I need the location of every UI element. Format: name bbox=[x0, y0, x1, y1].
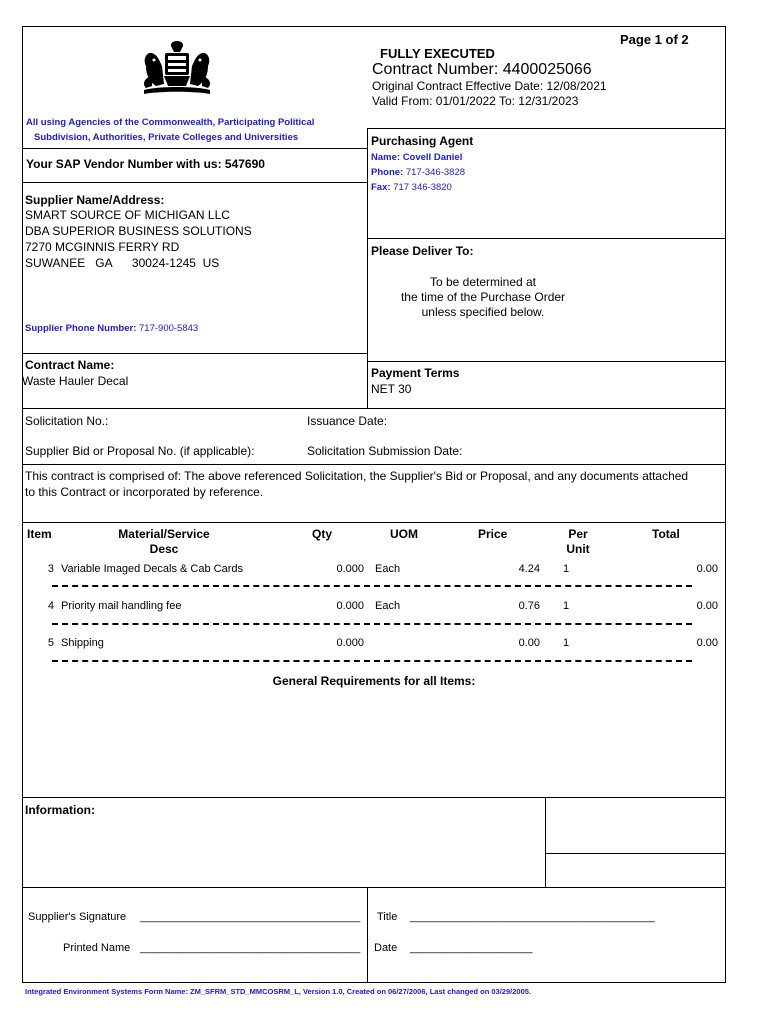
col-header-per-line2: Unit bbox=[566, 542, 590, 556]
col-header-price: Price bbox=[478, 527, 508, 541]
col-header-per-line1: Per bbox=[568, 527, 588, 541]
divider bbox=[22, 522, 726, 523]
row-per: 1 bbox=[563, 600, 570, 612]
divider bbox=[22, 887, 726, 888]
comprised-of-line-1: This contract is comprised of: The above referenced Solicitation, the Supplier's Bid or Proposal, and any documents attached bbox=[25, 469, 689, 483]
divider bbox=[367, 361, 726, 362]
agent-name bbox=[371, 152, 462, 163]
issuance-date: Issuance Date: bbox=[307, 414, 388, 428]
supplier-signature-label: Supplier's Signature bbox=[28, 911, 127, 923]
printed-name-label: Printed Name bbox=[63, 942, 131, 954]
row-per: 1 bbox=[563, 563, 570, 575]
payment-terms-heading: Payment Terms bbox=[371, 366, 460, 380]
agent-phone-value: 717-346-3828 bbox=[405, 167, 466, 178]
divider bbox=[22, 408, 726, 409]
row-item: 3 bbox=[47, 563, 54, 575]
agent-name-label: Name: bbox=[371, 152, 401, 163]
row-per: 1 bbox=[563, 637, 570, 649]
row-total: 0.00 bbox=[696, 563, 718, 575]
information-heading: Information: bbox=[25, 803, 95, 817]
divider bbox=[22, 797, 726, 798]
supplier-phone bbox=[25, 323, 198, 334]
valid-dates: Valid From: 01/01/2022 To: 12/31/2023 bbox=[372, 94, 579, 108]
supplier-phone-value: 717-900-5843 bbox=[139, 323, 199, 334]
commonwealth-seal-icon bbox=[138, 36, 216, 98]
outer-border-bottom bbox=[22, 982, 726, 983]
supplier-bid-proposal: Supplier Bid or Proposal No. (if applicable): bbox=[25, 444, 255, 458]
general-requirements-heading: General Requirements for all Items: bbox=[272, 674, 476, 688]
date-label: Date bbox=[374, 942, 398, 954]
divider bbox=[367, 887, 368, 983]
deliver-to-line-1: To be determined at bbox=[429, 275, 537, 289]
row-uom: Each bbox=[375, 563, 401, 575]
row-desc: Shipping bbox=[61, 637, 104, 649]
row-total: 0.00 bbox=[696, 600, 718, 612]
contract-name-heading: Contract Name: bbox=[25, 358, 115, 372]
col-header-material-line2: Desc bbox=[149, 542, 179, 556]
row-qty: 0.000 bbox=[336, 637, 364, 649]
deliver-to-line-2: the time of the Purchase Order bbox=[400, 290, 566, 304]
divider bbox=[367, 128, 368, 408]
title-line[interactable]: ________________________________________ bbox=[410, 911, 655, 923]
col-header-uom: UOM bbox=[390, 527, 418, 541]
outer-border-right bbox=[725, 26, 726, 983]
solicitation-no: Solicitation No.: bbox=[25, 414, 109, 428]
supplier-name: SMART SOURCE OF MICHIGAN LLC bbox=[25, 208, 230, 222]
divider bbox=[545, 797, 546, 887]
row-price: 0.00 bbox=[518, 637, 540, 649]
outer-border-top bbox=[22, 26, 726, 27]
divider bbox=[367, 128, 726, 129]
supplier-city: SUWANEE GA 30024-1245 US bbox=[25, 256, 220, 270]
row-qty: 0.000 bbox=[336, 600, 364, 612]
row-item: 5 bbox=[47, 637, 54, 649]
col-header-material bbox=[100, 527, 228, 556]
agent-fax-label: Fax: bbox=[371, 182, 391, 193]
deliver-to-heading: Please Deliver To: bbox=[371, 244, 474, 258]
agencies-line-1: All using Agencies of the Commonwealth, Participating Political bbox=[26, 117, 315, 128]
divider bbox=[22, 148, 367, 149]
contract-name-value: Waste Hauler Decal bbox=[22, 374, 129, 388]
outer-border-left bbox=[22, 26, 23, 983]
row-qty: 0.000 bbox=[336, 563, 364, 575]
divider bbox=[22, 182, 367, 183]
row-desc: Priority mail handling fee bbox=[61, 600, 182, 612]
row-separator bbox=[52, 660, 692, 662]
agent-name-value: Covell Daniel bbox=[402, 152, 463, 163]
page-number: Page 1 of 2 bbox=[620, 32, 689, 47]
supplier-signature-line[interactable]: ____________________________________ bbox=[140, 911, 361, 923]
solicitation-submission-date: Solicitation Submission Date: bbox=[307, 444, 463, 458]
col-header-per-unit bbox=[556, 527, 600, 556]
col-header-qty: Qty bbox=[312, 527, 333, 541]
title-label: Title bbox=[377, 911, 398, 923]
agent-fax-value: 717 346-3820 bbox=[393, 182, 452, 193]
contract-number: Contract Number: 4400025066 bbox=[372, 61, 592, 78]
row-total: 0.00 bbox=[696, 637, 718, 649]
divider bbox=[22, 464, 726, 465]
printed-name-line[interactable]: ____________________________________ bbox=[140, 942, 361, 954]
row-separator bbox=[52, 623, 692, 625]
row-desc: Variable Imaged Decals & Cab Cards bbox=[61, 563, 243, 575]
supplier-dba: DBA SUPERIOR BUSINESS SOLUTIONS bbox=[25, 224, 252, 238]
divider bbox=[22, 353, 367, 354]
agent-phone-label: Phone: bbox=[371, 167, 404, 178]
col-header-total: Total bbox=[652, 527, 680, 541]
row-item: 4 bbox=[47, 600, 54, 612]
agencies-line-2: Subdivision, Authorities, Private Colleges and Universities bbox=[34, 132, 299, 143]
status-fully-executed: FULLY EXECUTED bbox=[380, 46, 495, 61]
row-separator bbox=[52, 585, 692, 587]
payment-terms-value: NET 30 bbox=[371, 382, 412, 396]
divider bbox=[545, 853, 726, 854]
date-line[interactable]: ____________________ bbox=[410, 942, 533, 954]
sap-vendor-number: Your SAP Vendor Number with us: 547690 bbox=[26, 157, 265, 171]
supplier-street: 7270 MCGINNIS FERRY RD bbox=[25, 240, 180, 254]
col-header-material-line1: Material/Service bbox=[118, 527, 210, 541]
purchasing-agent-heading: Purchasing Agent bbox=[371, 134, 474, 148]
row-price: 0.76 bbox=[518, 600, 540, 612]
supplier-phone-label: Supplier Phone Number: bbox=[25, 323, 137, 334]
row-price: 4.24 bbox=[518, 563, 540, 575]
divider bbox=[367, 238, 726, 239]
original-effective-date: Original Contract Effective Date: 12/08/2021 bbox=[372, 79, 607, 93]
form-footer: Integrated Environment Systems Form Name: ZM_SFRM_STD_MMCOSRM_L, Version 1.0, Created on 06/27/2006, Last changed on 03/29/2005. bbox=[25, 987, 531, 996]
agent-fax bbox=[371, 182, 452, 193]
comprised-of-line-2: to this Contract or incorporated by reference. bbox=[25, 485, 264, 499]
agent-phone bbox=[371, 167, 465, 178]
col-header-item: Item bbox=[27, 527, 52, 541]
row-uom: Each bbox=[375, 600, 401, 612]
deliver-to-line-3: unless specified below. bbox=[421, 305, 545, 319]
supplier-heading: Supplier Name/Address: bbox=[25, 193, 165, 207]
